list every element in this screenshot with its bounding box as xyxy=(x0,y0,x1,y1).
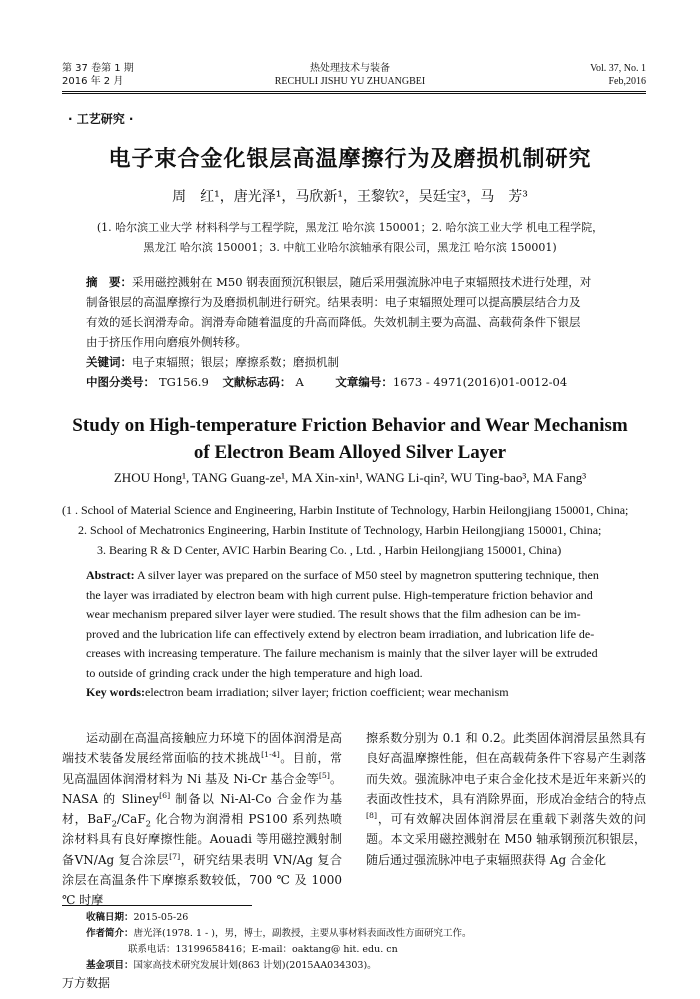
abstract-cn-line: 制备银层的高温摩擦行为及磨损机制进行研究。结果表明：电子束辐照处理可以提高膜层结合力及 xyxy=(86,295,581,309)
body-paragraph: 擦系数分别为 0.1 和 0.2。此类固体润滑层虽然具有良好高温摩擦性能，但在高载荷条件下容易产生剥落而失效。强流脉冲电子束合金化技术是近年来新兴的表面改性技术，具有消除界面，形成冶金结合的特点[8]，可有效解决固体润滑层在重载下剥落失效的问题。本文采用磁控溅射在 M50 轴承钢预沉积银层，随后通过强流脉冲电子束辐照获得 Ag 合金化 xyxy=(366,731,646,867)
classification-line xyxy=(86,372,646,392)
abstract-cn-line: 摘 要：采用磁控溅射在 M50 钢表面预沉积银层，随后采用强流脉冲电子束辐照技术进行处理，对 xyxy=(86,275,592,289)
abstract-en-line: creases with increasing temperature. The failure mechanism is mainly that the silver layer will be extruded xyxy=(86,646,598,660)
abstract-en-line: the layer was irradiated by electron beam with high current pulse. High-temperature friction behavior and xyxy=(86,587,593,602)
journal-name-pinyin: RECHULI JISHU YU ZHUANGBEI xyxy=(274,76,426,87)
journal-name-cn: 热处理技术与装备 xyxy=(310,63,390,74)
clc-label: 中图分类号： xyxy=(86,375,155,389)
title-en-line-1: Study on High-temperature Friction Behavior and Wear Mechanism xyxy=(72,415,628,436)
article-id: 1673 - 4971(2016)01-0012-04 xyxy=(392,375,568,389)
header-rule xyxy=(62,91,646,92)
contact-info: 联系电话：13199658416；E-mail：oaktang@ hit. edu. cn xyxy=(128,944,398,955)
citation[interactable]: [6] xyxy=(159,790,171,800)
keywords-en-label: Key words: xyxy=(86,685,145,699)
abstract-en-label: Abstract: xyxy=(86,568,135,582)
date-cn: 2016 年 2 月 xyxy=(62,76,124,87)
keywords-cn-label: 关键词： xyxy=(86,355,132,369)
citation[interactable]: [8] xyxy=(366,811,378,821)
authors-en: ZHOU Hong¹, TANG Guang-ze¹, MA Xin-xin¹, WANG Li-qin², WU Ting-bao³, MA Fang³ xyxy=(113,470,587,485)
affiliation-en-line-3: 3. Bearing R & D Center, AVIC Harbin Bearing Co. , Ltd. , Harbin Heilongjiang 150001, China) xyxy=(97,543,562,557)
affiliation-cn-line-2: 黑龙江 哈尔滨 150001；3. 中航工业哈尔滨轴承有限公司，黑龙江 哈尔滨 150001) xyxy=(143,241,557,254)
abstract-en xyxy=(86,566,646,703)
citation[interactable]: [1-4] xyxy=(261,750,280,760)
funding: 基金项目：国家高技术研究发展计划(863 计划)(2015AA034303)。 xyxy=(86,960,377,971)
received-date: 收稿日期：2015-05-26 xyxy=(86,912,189,923)
abstract-cn-line: 有效的延长润滑寿命。润滑寿命随着温度的升高而降低。失效机制主要为高温、高载荷条件下银层 xyxy=(86,315,581,329)
doc-code-label: 文献标志码： xyxy=(222,375,292,389)
abstract-cn xyxy=(86,272,646,392)
section-label: · 工艺研究 · xyxy=(68,112,134,126)
body-paragraph: 运动副在高温高接触应力环境下的固体润滑是高端技术装备发展经常面临的技术挑战[1-4]。目前，常见高温固体润滑材料为 Ni 基及 Ni-Cr 基合金等[5]。NASA 的 Sliney[6] 制备以 Ni-Al-Co 合金作为基材，BaF$_2$/CaF$_2$ 化合物为润滑相 PS100 系列热喷涂材料具有良好摩擦性能。Aouadi 等用磁控溅射制备VN/Ag 复合涂层[7]，研究结果表明 VN/Ag 复合涂层在高温条件下摩擦系数较低，700 ℃ 及 1000 ℃ 时摩 xyxy=(62,731,343,908)
title-en xyxy=(0,412,700,466)
date-en: Feb,2016 xyxy=(608,76,646,87)
footnotes xyxy=(86,910,646,974)
title-cn: 电子束合金化银层高温摩擦行为及磨损机制研究 xyxy=(108,147,592,172)
affiliation-en-line-1: (1 . School of Material Science and Engineering, Harbin Institute of Technology, Harbin Heilongjiang 150001, China; xyxy=(62,503,629,517)
volume-cn: 第 37 卷第 1 期 xyxy=(62,63,134,74)
affiliation-cn-line-1: (1. 哈尔滨工业大学 材料科学与工程学院，黑龙江 哈尔滨 150001；2. 哈尔滨工业大学 机电工程学院， xyxy=(96,221,604,234)
affiliation-en-line-2: 2. School of Mechatronics Engineering, Harbin Institute of Technology, Harbin Heilongjiang 150001, China; xyxy=(78,523,602,537)
clc-code: TG156.9 xyxy=(159,375,209,389)
abstract-cn-line: 由于挤压作用向磨痕外侧转移。 xyxy=(86,335,247,349)
title-en-line-2: of Electron Beam Alloyed Silver Layer xyxy=(193,442,507,463)
watermark: 万方数据 xyxy=(62,976,111,990)
article-id-label: 文章编号： xyxy=(335,375,393,389)
authors-cn: 周 红¹，唐光泽¹，马欣新¹，王黎钦²，吴廷宝³，马 芳³ xyxy=(172,189,528,205)
body-right-column xyxy=(366,728,646,870)
header-right xyxy=(590,62,646,88)
abstract-cn-label: 摘 要： xyxy=(86,275,132,289)
body-left-column xyxy=(62,728,342,911)
citation[interactable]: [5] xyxy=(318,770,330,780)
abstract-en-line: to outside of grinding crack under the high temperature and high load. xyxy=(86,665,423,680)
volume-en: Vol. 37, No. 1 xyxy=(590,63,646,74)
author-bio: 作者简介：唐光泽(1978. 1 - )，男，博士，副教授，主要从事材料表面改性方面研究工作。 xyxy=(86,928,472,939)
abstract-en-line: wear mechanism prepared silver layer were studied. The result shows that the film adhesion can be im- xyxy=(86,607,581,621)
keywords-cn: 关键词：电子束辐照；银层；摩擦系数；磨损机制 xyxy=(86,355,339,369)
abstract-en-line: proved and the lubrication life can effectively extend by electron beam irradiation, and lubrication life de- xyxy=(86,626,595,641)
keywords-en: Key words:electron beam irradiation; silver layer; friction coefficient; wear mechanism xyxy=(86,685,509,699)
abstract-en-line: Abstract: A silver layer was prepared on the surface of M50 steel by magnetron sputtering technique, then xyxy=(86,568,599,582)
header-rule-2 xyxy=(62,93,646,94)
footnote-rule xyxy=(62,905,252,906)
doc-code: A xyxy=(295,375,304,389)
citation[interactable]: [7] xyxy=(169,851,181,861)
